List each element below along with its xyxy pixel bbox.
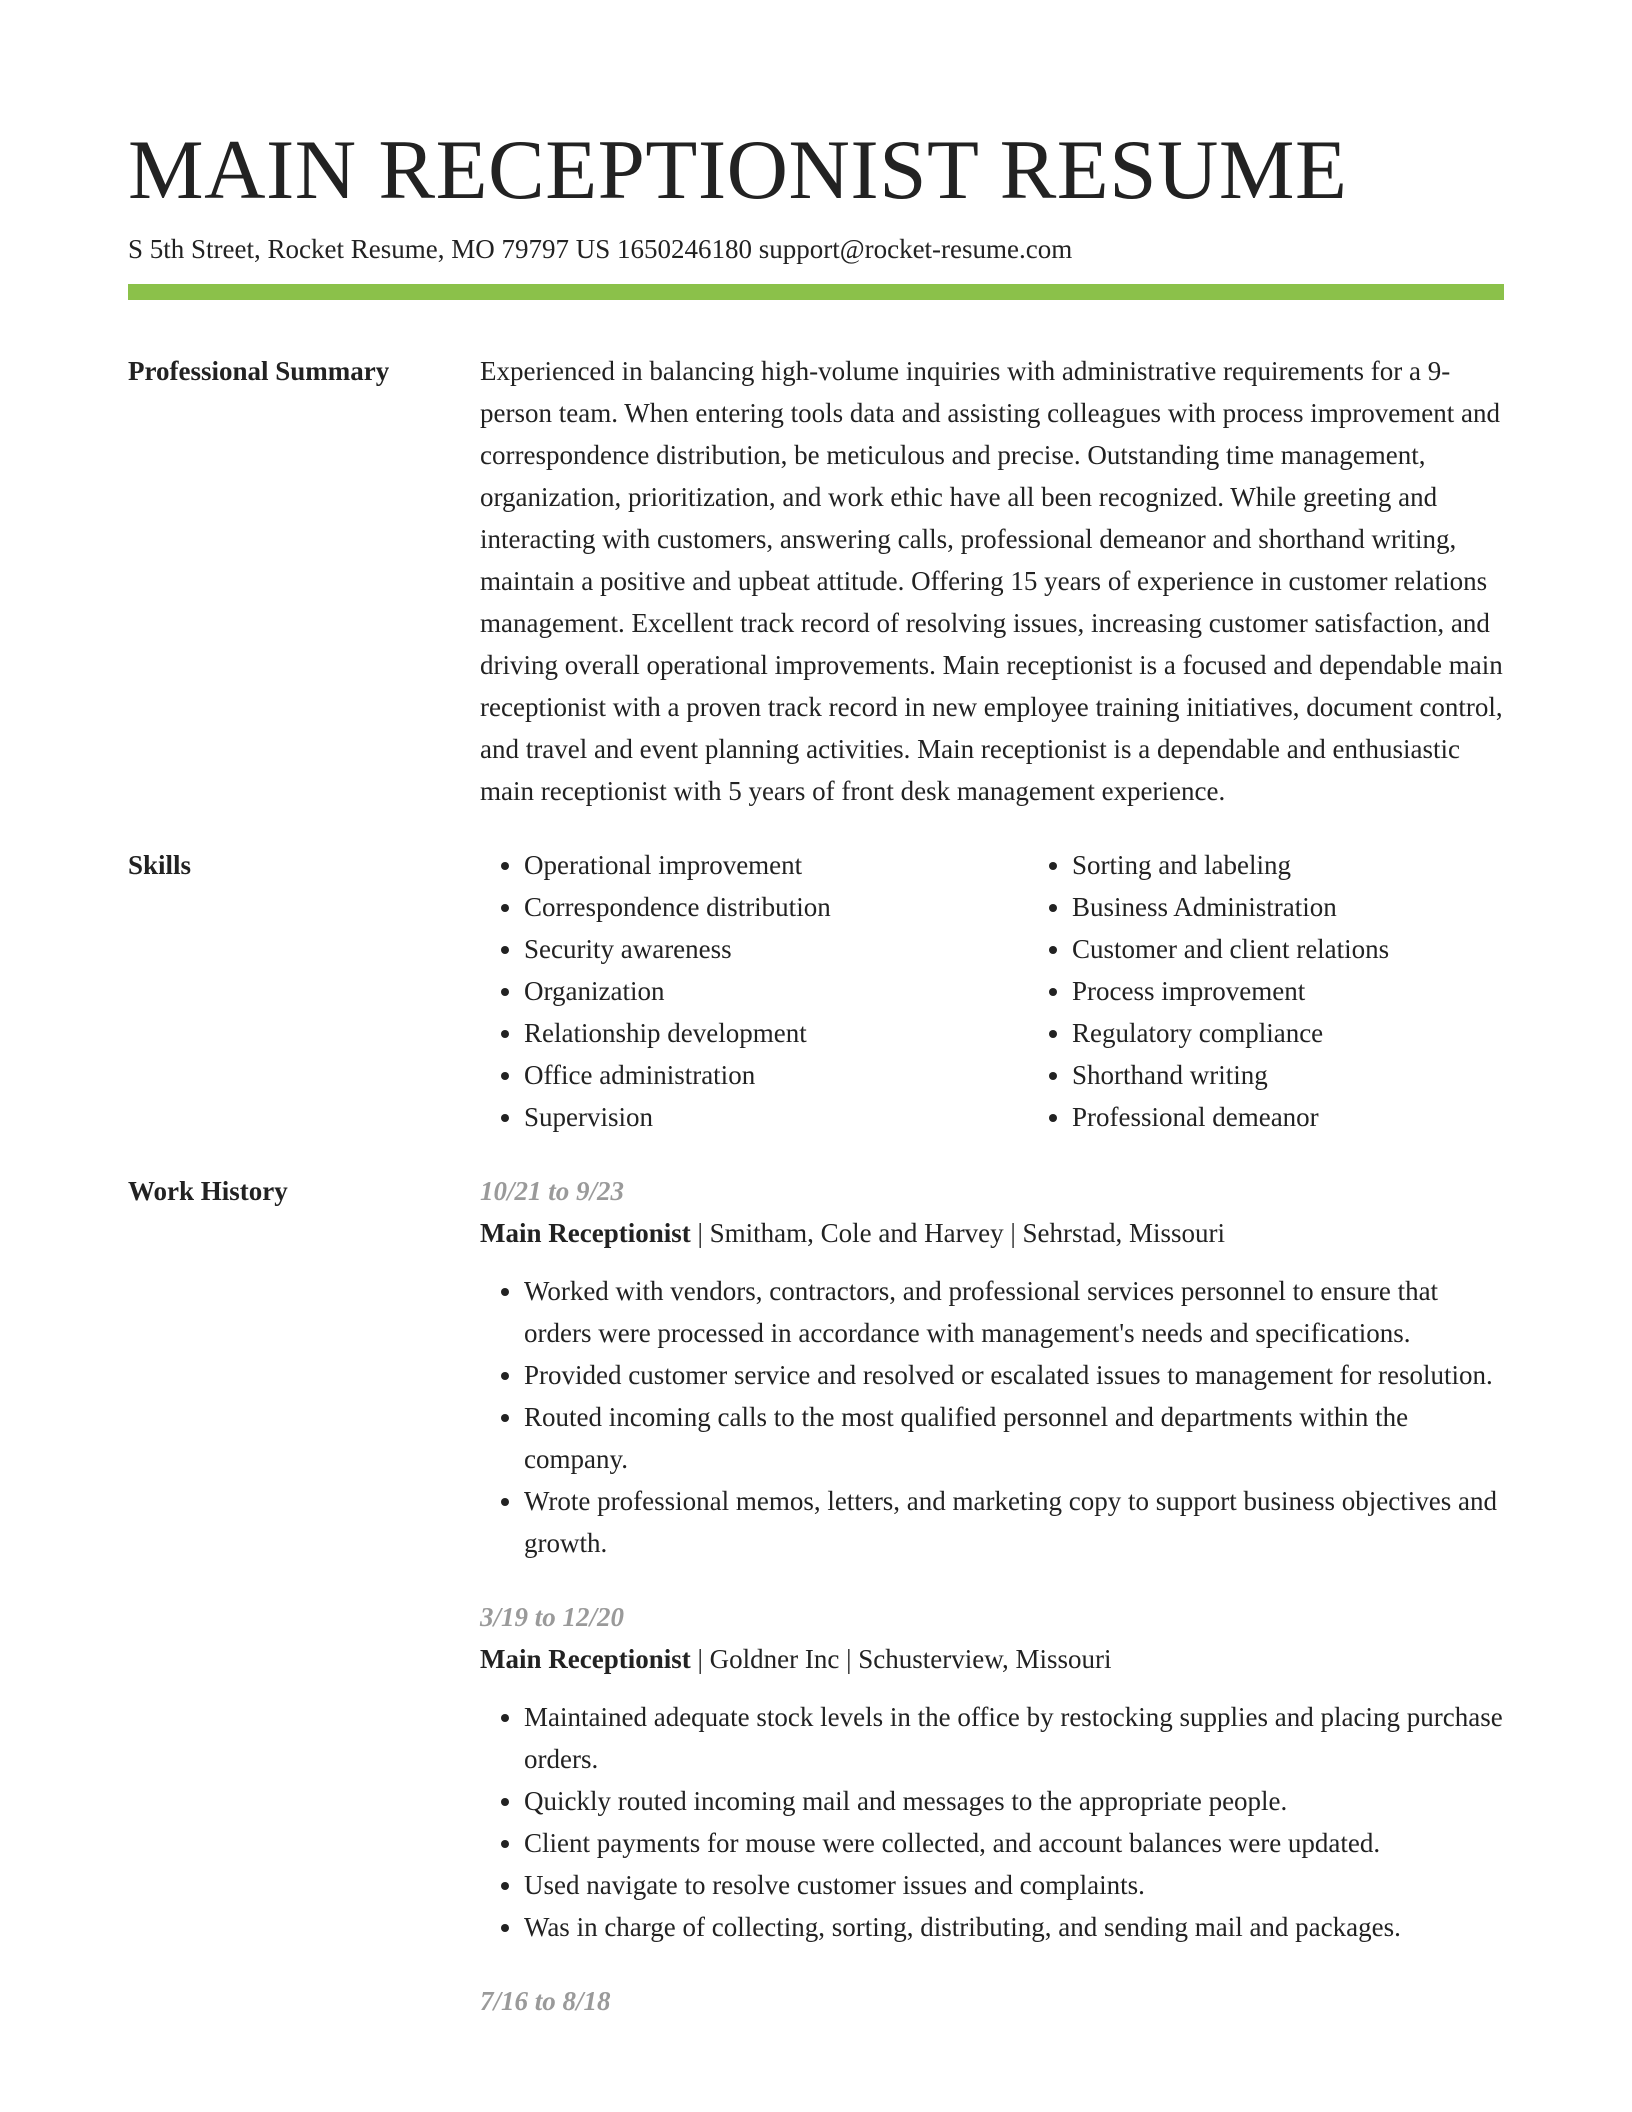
skills-list-right (1028, 844, 1576, 1138)
job-bullet: • Maintained adequate stock levels in the office by restocking supplies and placing purchase orders. (524, 1696, 1504, 1780)
job-title: Main Receptionist (480, 1218, 691, 1248)
skills-list-left (480, 844, 1028, 1138)
resume-title: MAIN RECEPTIONIST RESUME (128, 123, 1348, 217)
section-label-work-history: Work History (128, 1176, 288, 1206)
job-dates: 7/16 to 8/18 (480, 1986, 611, 2016)
job-bullet: • Was in charge of collecting, sorting, distributing, and sending mail and packages. (524, 1906, 1504, 1948)
skill-item: • Organization (524, 970, 1028, 1012)
job-bullet: • Worked with vendors, contractors, and professional services personnel to ensure that orders were processed in accordance with management's needs and specifications. (524, 1270, 1504, 1354)
skill-item: • Relationship development (524, 1012, 1028, 1054)
job-dates: 10/21 to 9/23 (480, 1176, 625, 1206)
job-bullet: • Client payments for mouse were collected, and account balances were updated. (524, 1822, 1504, 1864)
job-entry (480, 1170, 1504, 1564)
job-bullet: • Routed incoming calls to the most qualified personnel and departments within the company. (524, 1396, 1504, 1480)
job-dates: 3/19 to 12/20 (480, 1602, 625, 1632)
skill-item: • Business Administration (1072, 886, 1576, 928)
skills-columns (480, 844, 1576, 1138)
section-label-summary: Professional Summary (128, 356, 390, 386)
summary-section (128, 350, 1504, 812)
job-heading (480, 1212, 1504, 1254)
skill-item: • Regulatory compliance (1072, 1012, 1576, 1054)
work-history-body (480, 1170, 1504, 2054)
job-employer-location: | Smitham, Cole and Harvey | Sehrstad, Missouri (690, 1218, 1225, 1248)
job-heading (480, 1638, 1504, 1680)
skill-item: • Process improvement (1072, 970, 1576, 1012)
work-history-section (128, 1170, 1504, 2054)
job-bullets (480, 1696, 1504, 1948)
job-title: Main Receptionist (480, 1644, 691, 1674)
job-bullet: • Wrote professional memos, letters, and marketing copy to support business objectives and growth. (524, 1480, 1504, 1564)
job-employer-location: | Goldner Inc | Schusterview, Missouri (690, 1644, 1112, 1674)
skill-item: • Security awareness (524, 928, 1028, 970)
skill-item: • Supervision (524, 1096, 1028, 1138)
skill-item: • Sorting and labeling (1072, 844, 1576, 886)
job-bullet: • Used navigate to resolve customer issues and complaints. (524, 1864, 1504, 1906)
job-bullets (480, 1270, 1504, 1564)
skill-item: • Professional demeanor (1072, 1096, 1576, 1138)
skills-section (128, 844, 1504, 1138)
job-bullet: • Quickly routed incoming mail and messages to the appropriate people. (524, 1780, 1504, 1822)
job-bullet: • Provided customer service and resolved or escalated issues to management for resolution. (524, 1354, 1504, 1396)
skill-item: • Shorthand writing (1072, 1054, 1576, 1096)
job-entry (480, 1980, 1504, 2022)
skill-item: • Operational improvement (524, 844, 1028, 886)
job-entry (480, 1596, 1504, 1948)
skill-item: • Office administration (524, 1054, 1028, 1096)
summary-text: Experienced in balancing high-volume inquiries with administrative requirements for a 9-person team. When entering tools data and assisting colleagues with process improvement and correspondence distribution, be meticulous and precise. Outstanding time management, organization, prioritization, and work ethic have all been recognized. While greeting and interacting with customers, answering calls, professional demeanor and shorthand writing, maintain a positive and upbeat attitude. Offering 15 years of experience in customer relations management. Excellent track record of resolving issues, increasing customer satisfaction, and driving overall operational improvements. Main receptionist is a focused and dependable main receptionist with a proven track record in new employee training initiatives, document control, and travel and event planning activities. Main receptionist is a dependable and enthusiastic main receptionist with 5 years of front desk management experience. (480, 356, 1503, 806)
resume-page (128, 0, 1504, 2054)
skill-item: • Correspondence distribution (524, 886, 1028, 928)
accent-divider (128, 284, 1504, 300)
section-label-skills: Skills (128, 850, 192, 880)
summary-body (480, 350, 1504, 812)
skill-item: • Customer and client relations (1072, 928, 1576, 970)
contact-line: S 5th Street, Rocket Resume, MO 79797 US 1650246180 support@rocket-resume.com (128, 234, 1073, 264)
